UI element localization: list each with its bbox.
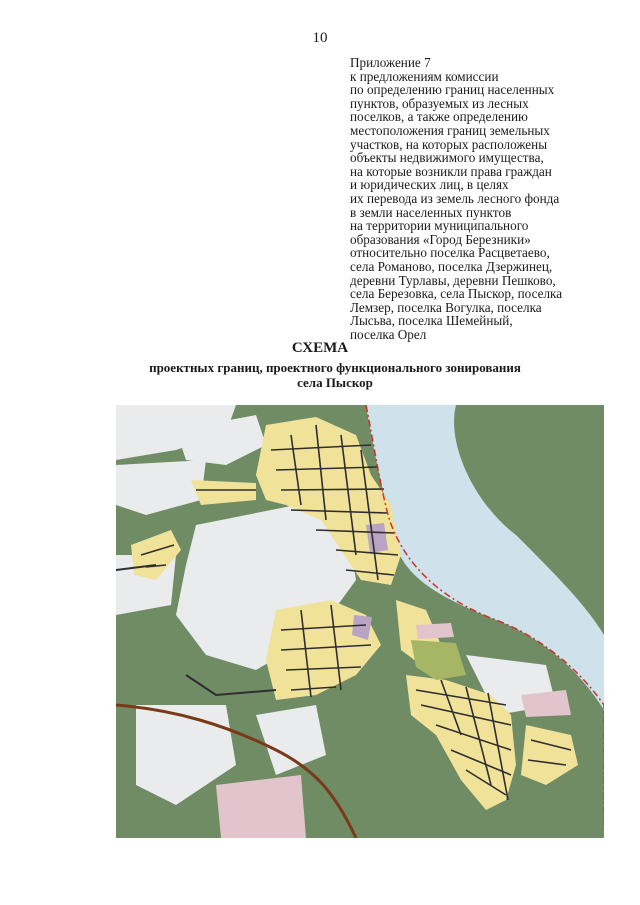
appendix-line: в земли населенных пунктов bbox=[350, 204, 512, 220]
appendix-line: участков, на которых расположены bbox=[350, 136, 548, 152]
appendix-line: относительно поселка Расцветаево, bbox=[350, 245, 550, 261]
subtitle-line: проектных границ, проектного функционального зонирования bbox=[149, 360, 521, 375]
appendix-line: на которые возникли права граждан bbox=[350, 163, 552, 179]
appendix-line: по определению границ населенных bbox=[350, 82, 555, 98]
appendix-line: поселков, а также определению bbox=[350, 109, 528, 125]
appendix-line: поселка Орел bbox=[350, 326, 427, 342]
page-number: 10 bbox=[312, 30, 328, 46]
appendix-line: деревни Турлавы, деревни Пешково, bbox=[350, 272, 556, 288]
appendix-line: местоположения границ земельных bbox=[350, 122, 550, 138]
appendix-line: и юридических лиц, в целях bbox=[350, 177, 509, 193]
appendix-line: образования «Город Березники» bbox=[350, 231, 531, 247]
appendix-line: Лемзер, поселка Вогулка, поселка bbox=[350, 299, 542, 315]
appendix-line: Лысьва, поселка Шемейный, bbox=[350, 313, 513, 329]
appendix-line: пунктов, образуемых из лесных bbox=[350, 95, 529, 111]
appendix-line: села Романово, поселка Дзержинец, bbox=[350, 258, 553, 274]
zoning-map bbox=[116, 405, 604, 838]
appendix-line: к предложениям комиссии bbox=[350, 68, 499, 84]
appendix-line: села Березовка, села Пыскор, поселка bbox=[350, 286, 563, 302]
appendix-line: их перевода из земель лесного фонда bbox=[350, 190, 560, 206]
scheme-title: СХЕМА bbox=[291, 340, 349, 356]
appendix-line: Приложение 7 bbox=[350, 55, 431, 70]
scheme-subtitle bbox=[100, 360, 570, 390]
appendix-text bbox=[350, 56, 600, 341]
appendix-line: объекты недвижимого имущества, bbox=[350, 150, 544, 166]
map-canvas bbox=[116, 405, 604, 838]
appendix-line: на территории муниципального bbox=[350, 218, 529, 234]
subtitle-line: села Пыскор bbox=[297, 375, 373, 390]
